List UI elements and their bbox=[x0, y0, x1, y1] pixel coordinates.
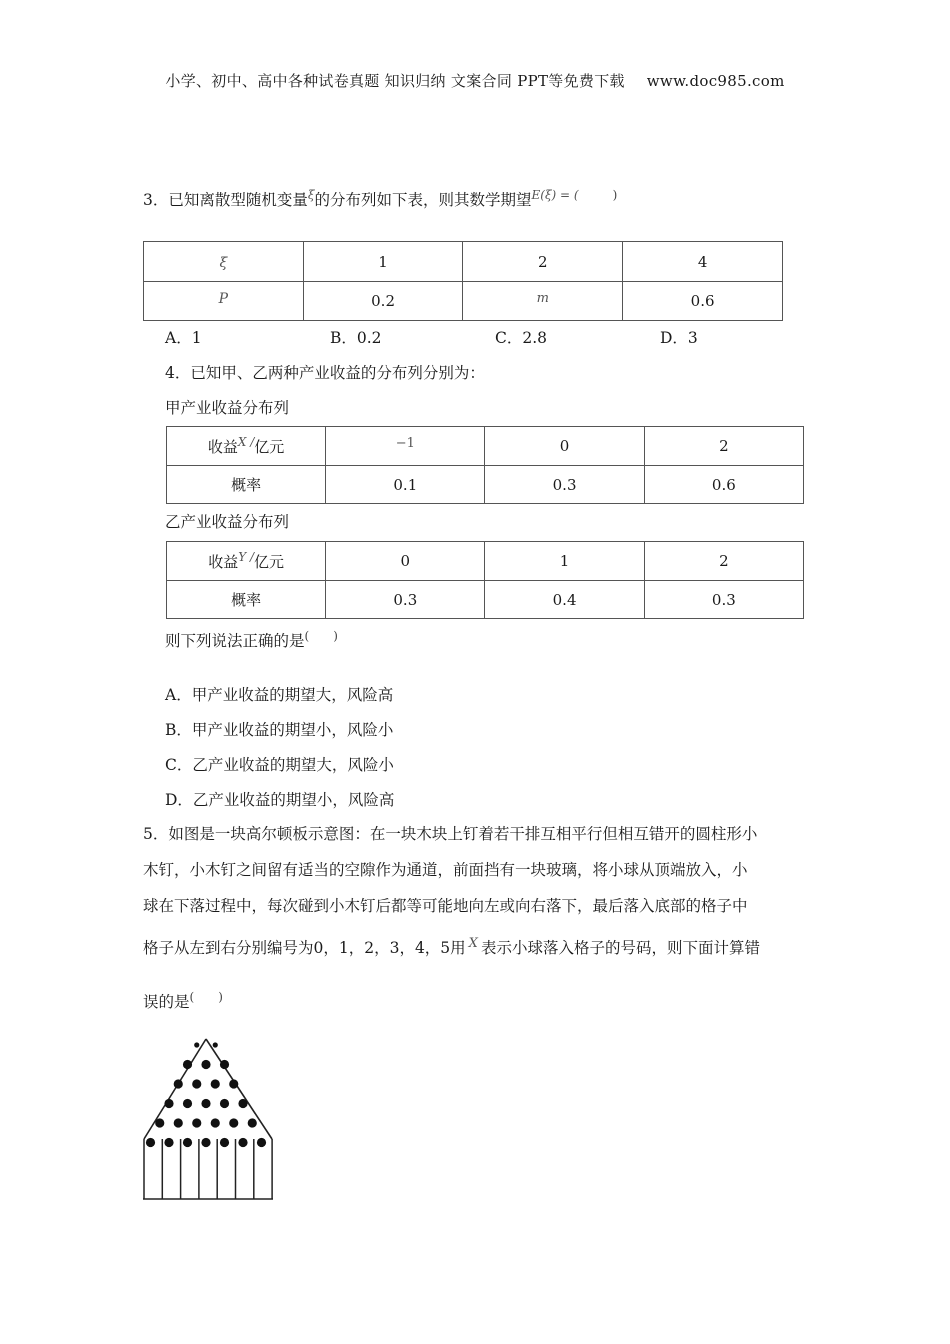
q3-stem-b: 的分布列如下表，则其数学期望 bbox=[314, 191, 532, 209]
q5-line-4: 格子从左到右分别编号为0，1，2，3，4，5用 $^X$ 表示小球落入格子的号码，则下面计算错 bbox=[143, 936, 760, 957]
table-cell: 0.6 bbox=[644, 466, 803, 504]
header-site: www.doc985.com bbox=[646, 72, 785, 90]
table-cell: 收益$^{Y /}$亿元 bbox=[167, 542, 326, 581]
q4-option-a[interactable]: A．甲产业收益的期望大，风险高 bbox=[165, 686, 394, 704]
header-text: 小学、初中、高中各种试卷真题 知识归纳 文案合同 PPT等免费下载 bbox=[165, 72, 625, 90]
option-d[interactable]: D．3 bbox=[660, 329, 698, 347]
option-c[interactable]: C．2.8 bbox=[495, 329, 548, 347]
q5-line-3: 球在下落过程中，每次碰到小木钉后都等可能地向左或向右落下，最后落入底部的格子中 bbox=[143, 897, 748, 915]
table-cell: 概率 bbox=[167, 581, 326, 619]
peg bbox=[194, 1042, 199, 1047]
page-header bbox=[0, 70, 950, 91]
option-a[interactable]: A．1 bbox=[165, 329, 202, 347]
table-cell: 收益$^{X /}$亿元 bbox=[167, 427, 326, 466]
table-cell: 0 bbox=[485, 427, 644, 466]
table-row bbox=[144, 282, 783, 321]
q4-caption-b: 乙产业收益分布列 bbox=[165, 513, 290, 531]
peg bbox=[183, 1060, 192, 1069]
peg bbox=[183, 1099, 192, 1108]
table-row bbox=[167, 581, 804, 619]
table-row bbox=[167, 542, 804, 581]
peg bbox=[174, 1079, 183, 1088]
peg bbox=[211, 1079, 220, 1088]
table-row bbox=[167, 466, 804, 504]
table-cell: 1 bbox=[303, 242, 463, 282]
peg bbox=[192, 1079, 201, 1088]
peg bbox=[174, 1118, 183, 1127]
table-cell: 2 bbox=[463, 242, 623, 282]
peg bbox=[257, 1138, 266, 1147]
peg bbox=[201, 1138, 210, 1147]
table-cell: P bbox=[144, 282, 304, 321]
q3-stem-a: 3．已知离散型随机变量 bbox=[143, 191, 308, 209]
q3-expectation: E(ξ) = ( bbox=[531, 188, 579, 202]
table-cell: 概率 bbox=[167, 466, 326, 504]
table-cell: 4 bbox=[623, 242, 783, 282]
q4-stem: 4．已知甲、乙两种产业收益的分布列分别为： bbox=[165, 364, 485, 382]
table-cell: −1 bbox=[326, 427, 485, 466]
q4-table-a bbox=[166, 426, 804, 504]
q3-xi: ξ bbox=[307, 188, 315, 202]
peg bbox=[211, 1118, 220, 1127]
q4-table-b bbox=[166, 541, 804, 619]
q5-line-5: 误的是( ) bbox=[143, 990, 223, 1011]
option-b[interactable]: B．0.2 bbox=[330, 329, 382, 347]
peg bbox=[164, 1138, 173, 1147]
peg bbox=[248, 1118, 257, 1127]
q3-stem bbox=[143, 188, 617, 210]
q4-option-c[interactable]: C．乙产业收益的期望大，风险小 bbox=[165, 756, 394, 774]
table-cell: 0.6 bbox=[623, 282, 783, 321]
q5-line-2: 木钉，小木钉之间留有适当的空隙作为通道，前面挡有一块玻璃，将小球从顶端放入，小 bbox=[143, 861, 748, 879]
table-cell: 0.2 bbox=[303, 282, 463, 321]
table-cell: 0.3 bbox=[326, 581, 485, 619]
peg bbox=[238, 1099, 247, 1108]
q4-question: 则下列说法正确的是( ) bbox=[165, 629, 338, 650]
peg bbox=[220, 1060, 229, 1069]
table-cell: 2 bbox=[644, 427, 803, 466]
galton-board bbox=[143, 1039, 273, 1199]
q4-caption-a: 甲产业收益分布列 bbox=[165, 399, 290, 417]
table-cell: 0 bbox=[326, 542, 485, 581]
peg bbox=[213, 1042, 218, 1047]
table-cell: m bbox=[463, 282, 623, 321]
table-row bbox=[144, 242, 783, 282]
peg bbox=[201, 1060, 210, 1069]
q3-close-paren: ) bbox=[612, 188, 618, 202]
table-cell: 0.4 bbox=[485, 581, 644, 619]
table-row bbox=[167, 427, 804, 466]
table-cell: 1 bbox=[485, 542, 644, 581]
peg bbox=[220, 1099, 229, 1108]
galton-board-figure bbox=[140, 1035, 280, 1205]
q4-option-b[interactable]: B．甲产业收益的期望小，风险小 bbox=[165, 721, 394, 739]
table-cell: 2 bbox=[644, 542, 803, 581]
table-cell: 0.3 bbox=[644, 581, 803, 619]
table-cell: 0.3 bbox=[485, 466, 644, 504]
peg bbox=[192, 1118, 201, 1127]
q4-option-d[interactable]: D．乙产业收益的期望小，风险高 bbox=[165, 791, 395, 809]
q3-options bbox=[165, 326, 825, 348]
answer-paren: ( ) bbox=[304, 629, 338, 643]
peg bbox=[201, 1099, 210, 1108]
table-cell: 0.1 bbox=[326, 466, 485, 504]
peg bbox=[164, 1099, 173, 1108]
q3-distribution-table bbox=[143, 241, 783, 321]
table-cell: ξ bbox=[144, 242, 304, 282]
peg bbox=[238, 1138, 247, 1147]
peg bbox=[229, 1079, 238, 1088]
peg bbox=[229, 1118, 238, 1127]
peg bbox=[183, 1138, 192, 1147]
peg bbox=[220, 1138, 229, 1147]
answer-paren: ( ) bbox=[189, 990, 223, 1004]
q5-line-1: 5．如图是一块高尔顿板示意图：在一块木块上钉着若干排互相平行但相互错开的圆柱形小 bbox=[143, 825, 758, 843]
peg bbox=[146, 1138, 155, 1147]
peg bbox=[155, 1118, 164, 1127]
